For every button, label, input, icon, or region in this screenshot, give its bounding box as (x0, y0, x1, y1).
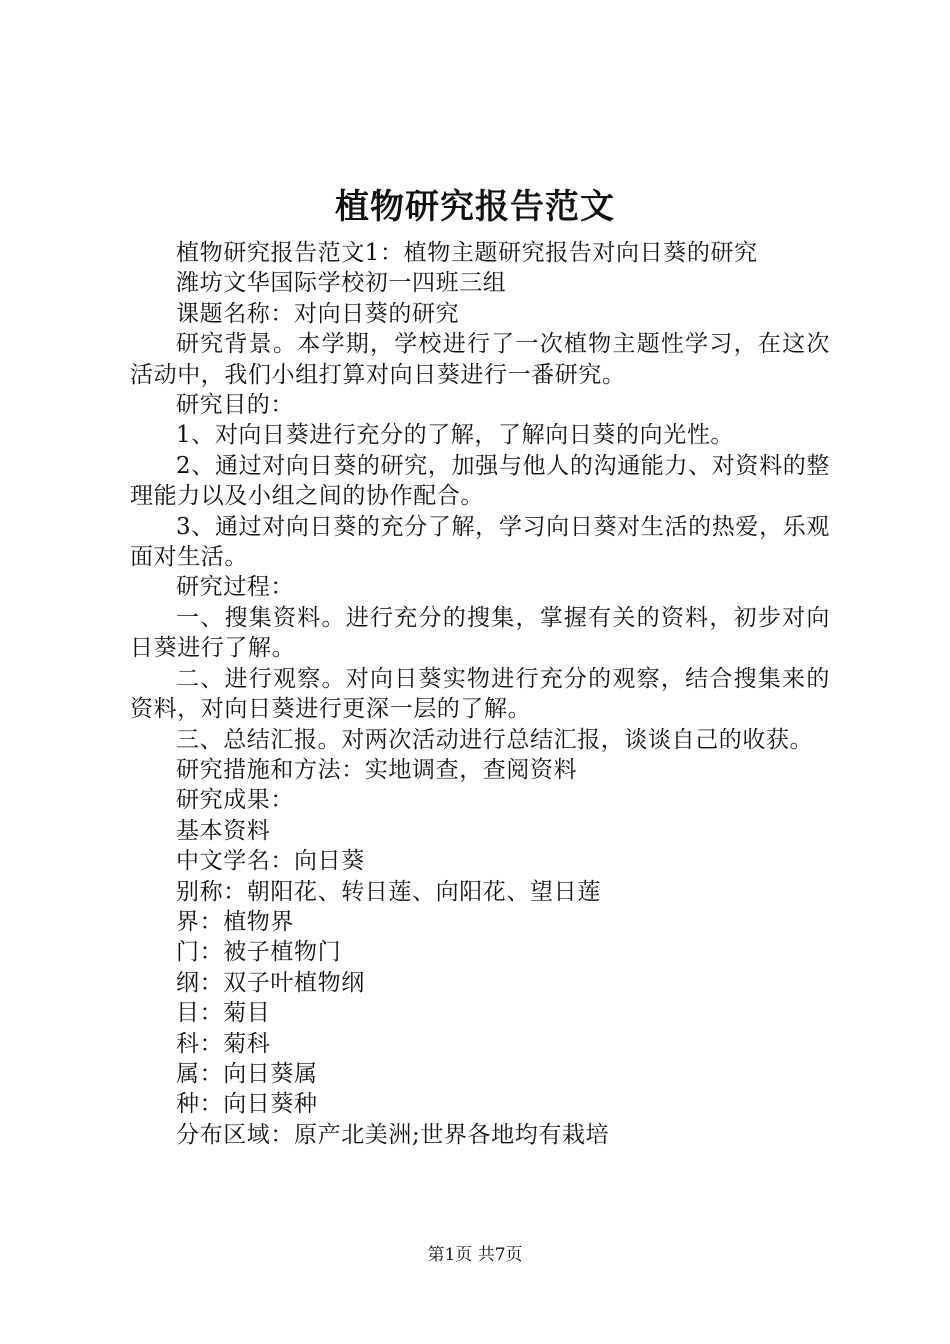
paragraph: 门：被子植物门 (176, 939, 342, 966)
paragraph: 属：向日葵属 (176, 1060, 318, 1087)
page-number-footer: 第1页 共7页 (427, 1245, 523, 1265)
paragraph: 种：向日葵种 (176, 1091, 318, 1118)
paragraph: 1、对向日葵进行充分的了解，了解向日葵的向光性。 (176, 422, 735, 449)
paragraph: 三、总结汇报。对两次活动进行总结汇报，谈谈自己的收获。 (176, 726, 814, 753)
paragraph: 研究过程： (176, 574, 294, 601)
paragraph: 别称：朝阳花、转日莲、向阳花、望日莲 (176, 878, 601, 905)
paragraph: 研究成果： (176, 787, 294, 814)
paragraph: 基本资料 (176, 817, 271, 844)
paragraph: 目：菊目 (176, 1000, 271, 1027)
paragraph: 3、通过对向日葵的充分了解，学习向日葵对生活的热爱，乐观面对生活。 (130, 513, 830, 571)
paragraph: 界：植物界 (176, 908, 294, 935)
paragraph: 科：菊科 (176, 1030, 271, 1057)
paragraph: 潍坊文华国际学校初一四班三组 (176, 270, 507, 297)
paragraph: 纲：双子叶植物纲 (176, 969, 365, 996)
paragraph: 课题名称：对向日葵的研究 (176, 300, 460, 327)
paragraph: 分布区域：原产北美洲;世界各地均有栽培 (176, 1121, 610, 1148)
paragraph: 中文学名：向日葵 (176, 848, 365, 875)
document-body (130, 238, 830, 1150)
paragraph: 研究目的： (176, 392, 294, 419)
page-title: 植物研究报告范文 (335, 187, 615, 227)
paragraph: 二、进行观察。对向日葵实物进行充分的观察，结合搜集来的资料，对向日葵进行更深一层的了解。 (130, 665, 830, 723)
paragraph: 研究背景。本学期，学校进行了一次植物主题性学习，在这次活动中，我们小组打算对向日葵进行一番研究。 (130, 331, 830, 388)
paragraph: 一、搜集资料。进行充分的搜集，掌握有关的资料，初步对向日葵进行了解。 (130, 604, 830, 662)
paragraph: 2、通过对向日葵的研究，加强与他人的沟通能力、对资料的整理能力以及小组之间的协作配合。 (130, 452, 830, 510)
paragraph: 研究措施和方法：实地调查，查阅资料 (176, 756, 578, 783)
paragraph: 植物研究报告范文1：植物主题研究报告对向日葵的研究 (176, 240, 758, 266)
